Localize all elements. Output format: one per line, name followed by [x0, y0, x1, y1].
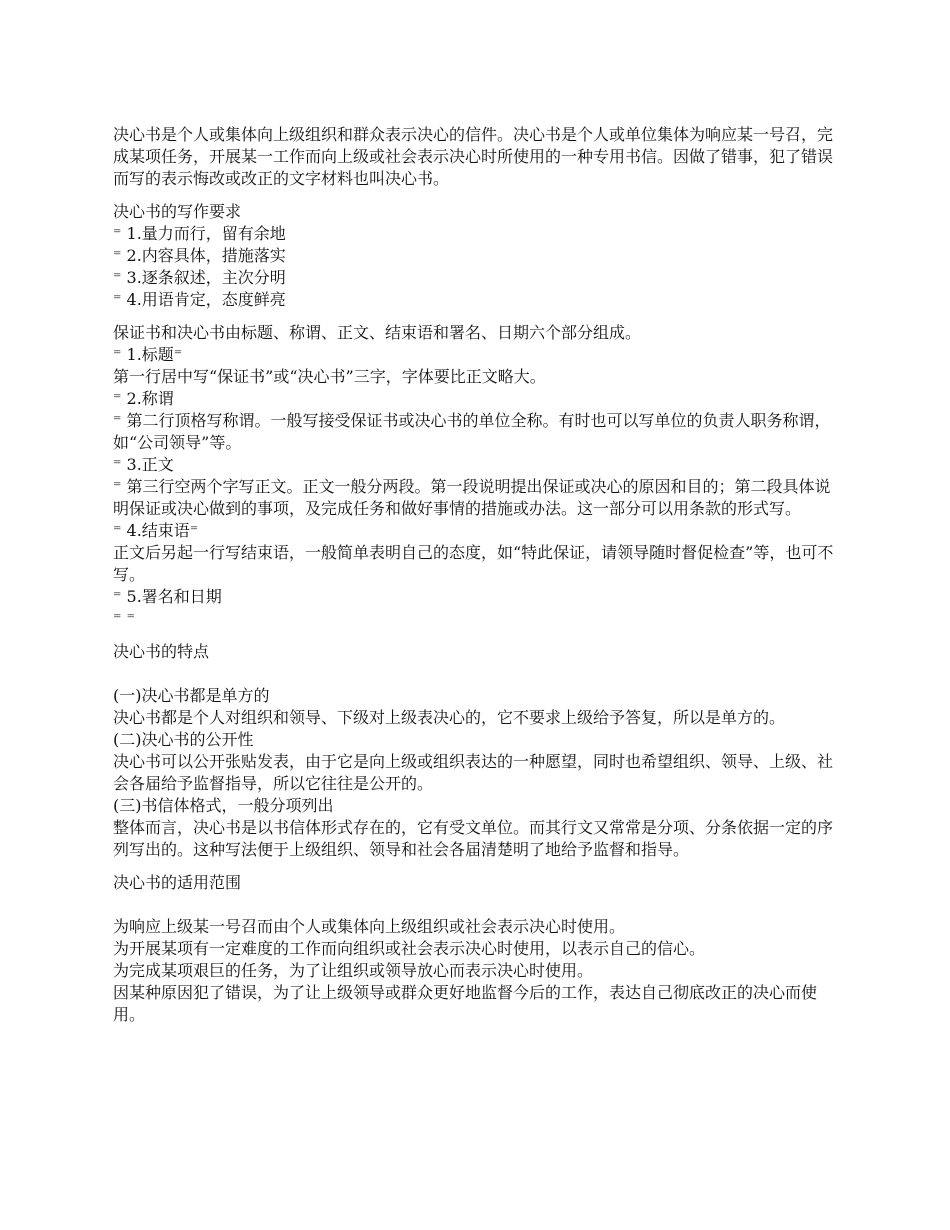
format-line: ⁼ 5.署名和日期 [113, 587, 222, 606]
format-line: ⁼ 第二行顶格写称谓。一般写接受保证书或决心书的单位全称。有时也可以写单位的负责人职务称谓，如“公司领导”等。 [113, 411, 831, 452]
scope-line: 为开展某项有一定难度的工作而向组织或社会表示决心时使用，以表示自己的信心。 [113, 939, 706, 958]
feature-line: 决心书可以公开张贴发表，由于它是向上级或组织表达的一种愿望，同时也希望组织、领导、上级、社会各届给予监督指导，所以它往往是公开的。 [113, 752, 834, 793]
document-body [113, 124, 839, 1026]
scope-line: 为完成某项艰巨的任务，为了让组织或领导放心而表示决心时使用。 [113, 961, 594, 980]
feature-line: 整体而言，决心书是以书信体形式存在的，它有受文单位。而其行文又常常是分项、分条依据一定的序列写出的。这种写法便于上级组织、领导和社会各届清楚明了地给予监督和指导。 [113, 818, 834, 859]
format-line: ⁼ 4.结束语⁼ [113, 521, 199, 540]
format-line: ⁼ 2.称谓 [113, 389, 174, 408]
requirement-item: ⁼ 3.逐条叙述，主次分明 [113, 268, 286, 287]
format-line: 第一行居中写“保证书”或“决心书”三字，字体要比正文略大。 [113, 367, 546, 386]
requirements-heading: 决心书的写作要求 [113, 202, 242, 221]
format-line: 正文后另起一行写结束语，一般简单表明自己的态度，如“特此保证，请领导随时督促检查”等，也可不写。 [113, 543, 834, 584]
format-line: ⁼ ⁼ [113, 609, 135, 628]
format-line: ⁼ 1.标题⁼ [113, 345, 183, 364]
requirement-item: ⁼ 4.用语肯定，态度鲜亮 [113, 290, 286, 309]
format-lead: 保证书和决心书由标题、称谓、正文、结束语和署名、日期六个部分组成。 [113, 323, 642, 342]
intro-paragraph: 决心书是个人或集体向上级组织和群众表示决心的信件。决心书是个人或单位集体为响应某一号召，完成某项任务，开展某一工作而向上级或社会表示决心时所使用的一种专用书信。因做了错事，犯了错误而写的表示悔改或改正的文字材料也叫决心书。 [113, 125, 834, 188]
feature-line: 决心书都是个人对组织和领导、下级对上级表决心的，它不要求上级给予答复，所以是单方的。 [113, 708, 786, 727]
feature-line: (三)书信体格式，一般分项列出 [113, 796, 334, 815]
scope-line: 因某种原因犯了错误，为了让上级领导或群众更好地监督今后的工作，表达自己彻底改正的决心而使用。 [113, 983, 818, 1024]
features-heading: 决心书的特点 [113, 642, 210, 661]
format-line: ⁼ 3.正文 [113, 455, 174, 474]
format-line: ⁼ 第三行空两个字写正文。正文一般分两段。第一段说明提出保证或决心的原因和目的；第二段具体说明保证或决心做到的事项，及完成任务和做好事情的措施或办法。这一部分可以用条款的形式写。 [113, 477, 831, 518]
scope-line: 为响应上级某一号召而由个人或集体向上级组织或社会表示决心时使用。 [113, 917, 626, 936]
requirement-item: ⁼ 2.内容具体，措施落实 [113, 246, 286, 265]
feature-line: (二)决心书的公开性 [113, 730, 254, 749]
feature-line: (一)决心书都是单方的 [113, 686, 270, 705]
requirement-item: ⁼ 1.量力而行，留有余地 [113, 224, 286, 243]
scope-heading: 决心书的适用范围 [113, 873, 242, 892]
